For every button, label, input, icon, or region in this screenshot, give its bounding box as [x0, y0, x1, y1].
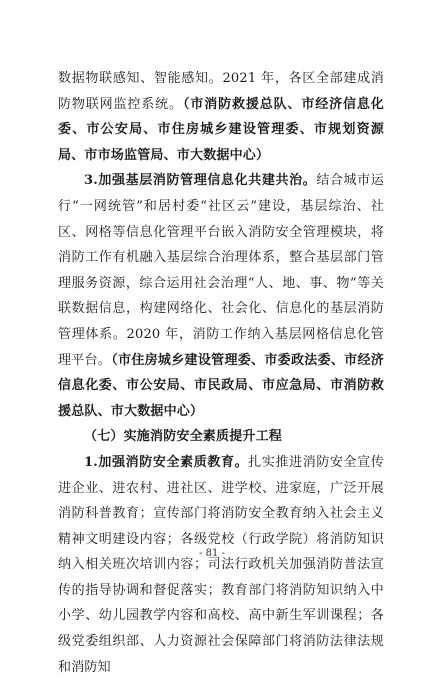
paragraph-text: 结合城市运行“一网统管”和居村委“社区云”建设，基层综治、社区、网格等信息化管理平台嵌入消防安全管理模块，将消防工作有机融入基层综合治理体系，整合基层部门管理服务资源，综合运用社会治理“人、地、事、物”等关联数据信息，构建网络化、社会化、信息化的基层消防管理体系。2020 年，消防工作纳入基层网格信息化管理平台。	[58, 173, 384, 368]
page-number: - 81 -	[199, 548, 225, 559]
paragraph-text: 数据物联感知、智能感知。2021 年，各区全部建成消防物联网监控系统。	[58, 71, 384, 112]
section-heading: （七）实施消防安全素质提升工程	[84, 429, 283, 445]
responsible-agencies: （市消防救援总队、市经济信息化委、市公安局、市住房城乡建设管理委、市规划资源局、市市场监管局、市大数据中心）	[58, 96, 384, 163]
document-body	[58, 66, 384, 680]
paragraph-text: 扎实推进消防安全宣传进企业、进农村、进社区、进学校、进家庭，广泛开展消防科普教育；宣传部门将消防安全教育纳入社会主义精神文明建设内容；各级党校（行政学院）将消防知识纳入相关班次培训内容；司法行政机关加强消防普法宣传的指导协调和督促落实；教育部门将消防知识纳入中小学、幼儿园教学内容和高校、高中新生军训课程；各级党委组织部、人力资源社会保障部门将消防法律法规和消防知	[58, 454, 384, 675]
paragraph-grassroots-management	[58, 168, 384, 424]
section-item-title: 3.加强基层消防管理信息化共建共治。	[84, 173, 317, 189]
responsible-agencies: （市住房城乡建设管理委、市委政法委、市经济信息化委、市公安局、市民政局、市应急局、市消防救援总队、市大数据中心）	[58, 352, 384, 419]
paragraph-iot-monitoring	[58, 66, 384, 168]
section-item-title: 1.加强消防安全素质教育。	[84, 454, 249, 470]
paragraph-safety-education	[58, 450, 384, 680]
